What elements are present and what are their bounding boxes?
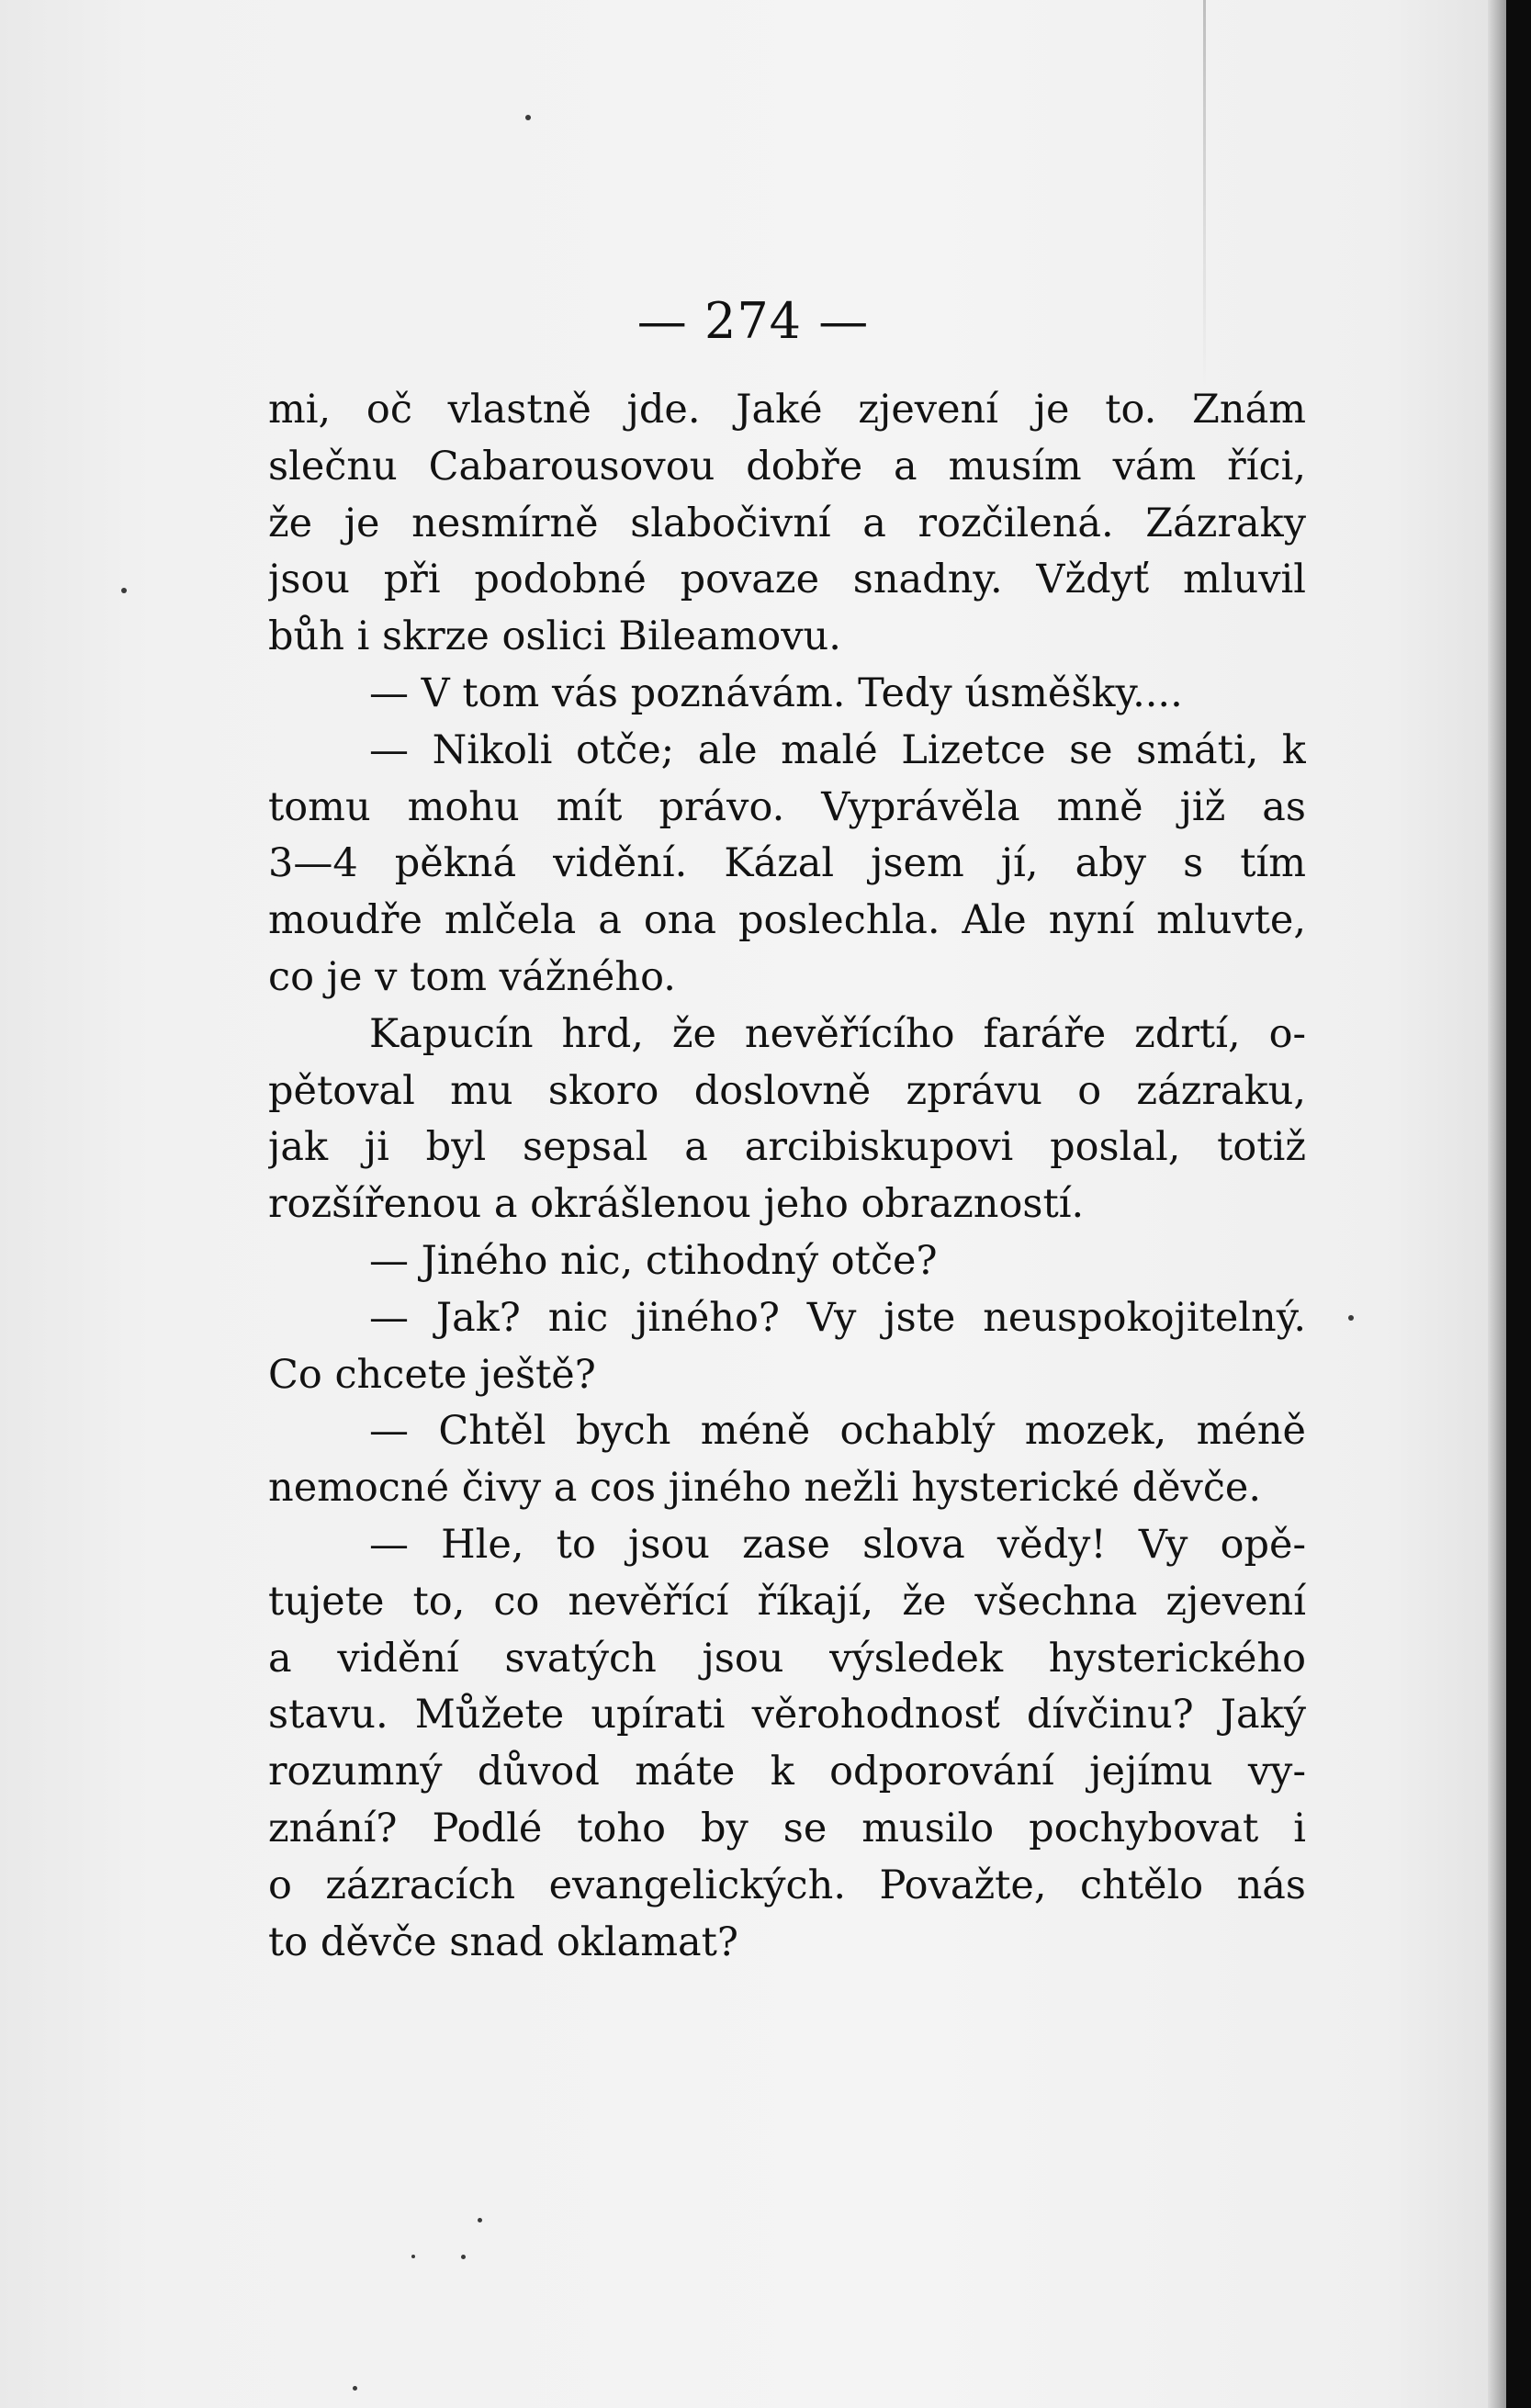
- text-line: — V tom vás poznávám. Tedy úsměšky....: [369, 670, 1183, 716]
- text-line: znání? Podlé toho by se musilo pochybovat i: [268, 1805, 1306, 1851]
- text-line: — Jak? nic jiného? Vy jste neuspokojitelný.: [369, 1294, 1306, 1341]
- text-line: 3—4 pěkná vidění. Kázal jsem jí, aby s tím: [268, 840, 1306, 887]
- text-line: nemocné čivy a cos jiného nežli hysterické děvče.: [268, 1465, 1262, 1512]
- text-line: rozumný důvod máte k odporování jejímu vy-: [268, 1749, 1306, 1795]
- text-line: — Jiného nic, ctihodný otče?: [369, 1237, 938, 1284]
- text-line: to děvče snad oklamat?: [268, 1919, 738, 1965]
- text-line: moudře mlčela a ona poslechla. Ale nyní mluvte,: [268, 897, 1306, 944]
- paper-speck: [461, 2255, 466, 2259]
- text-line: pětoval mu skoro doslovně zprávu o zázraku,: [268, 1067, 1306, 1114]
- text-line: že je nesmírně slabočivní a rozčilená. Zázraky: [268, 500, 1306, 546]
- paper-speck: [525, 115, 531, 120]
- text-line: tomu mohu mít právo. Vyprávěla mně již as: [268, 783, 1306, 830]
- page-number: — 274 —: [636, 292, 870, 350]
- text-line: mi, oč vlastně jde. Jaké zjevení je to. Znám: [268, 387, 1306, 433]
- paper-speck: [121, 588, 127, 593]
- text-line: co je v tom vážného.: [268, 953, 676, 1000]
- paper-speck: [353, 2386, 357, 2391]
- text-line: jak ji byl sepsal a arcibiskupovi poslal, totiž: [268, 1124, 1306, 1171]
- page-body-text: [268, 382, 1306, 1971]
- text-line: Kapucín hrd, že nevěřícího faráře zdrtí, o-: [369, 1010, 1306, 1057]
- text-line: tujete to, co nevěřící říkají, že všechna zjevení: [268, 1578, 1306, 1625]
- paper-speck: [1348, 1315, 1354, 1321]
- text-line: slečnu Cabarousovou dobře a musím vám říci,: [268, 443, 1306, 489]
- page-edge-shadow: [1488, 0, 1506, 2408]
- text-line: stavu. Můžete upírati věrohodnosť dívčinu? Jaký: [268, 1692, 1306, 1738]
- text-line: Co chcete ještě?: [268, 1351, 596, 1398]
- paper-speck: [411, 2255, 415, 2258]
- paper-speck: [478, 2218, 482, 2222]
- text-line: — Hle, to jsou zase slova vědy! Vy opě-: [369, 1521, 1306, 1568]
- text-line: jsou při podobné povaze snadny. Vždyť mluvil: [268, 557, 1306, 603]
- text-line: a vidění svatých jsou výsledek hysterického: [268, 1635, 1306, 1682]
- text-line: o zázracích evangelických. Považte, chtělo nás: [268, 1862, 1306, 1908]
- text-line: — Nikoli otče; ale malé Lizetce se smáti, k: [369, 726, 1306, 773]
- text-line: bůh i skrze oslici Bileamovu.: [268, 613, 841, 660]
- text-line: rozšířenou a okrášlenou jeho obrazností.: [268, 1181, 1085, 1228]
- text-line: — Chtěl bych méně ochablý mozek, méně: [369, 1408, 1306, 1455]
